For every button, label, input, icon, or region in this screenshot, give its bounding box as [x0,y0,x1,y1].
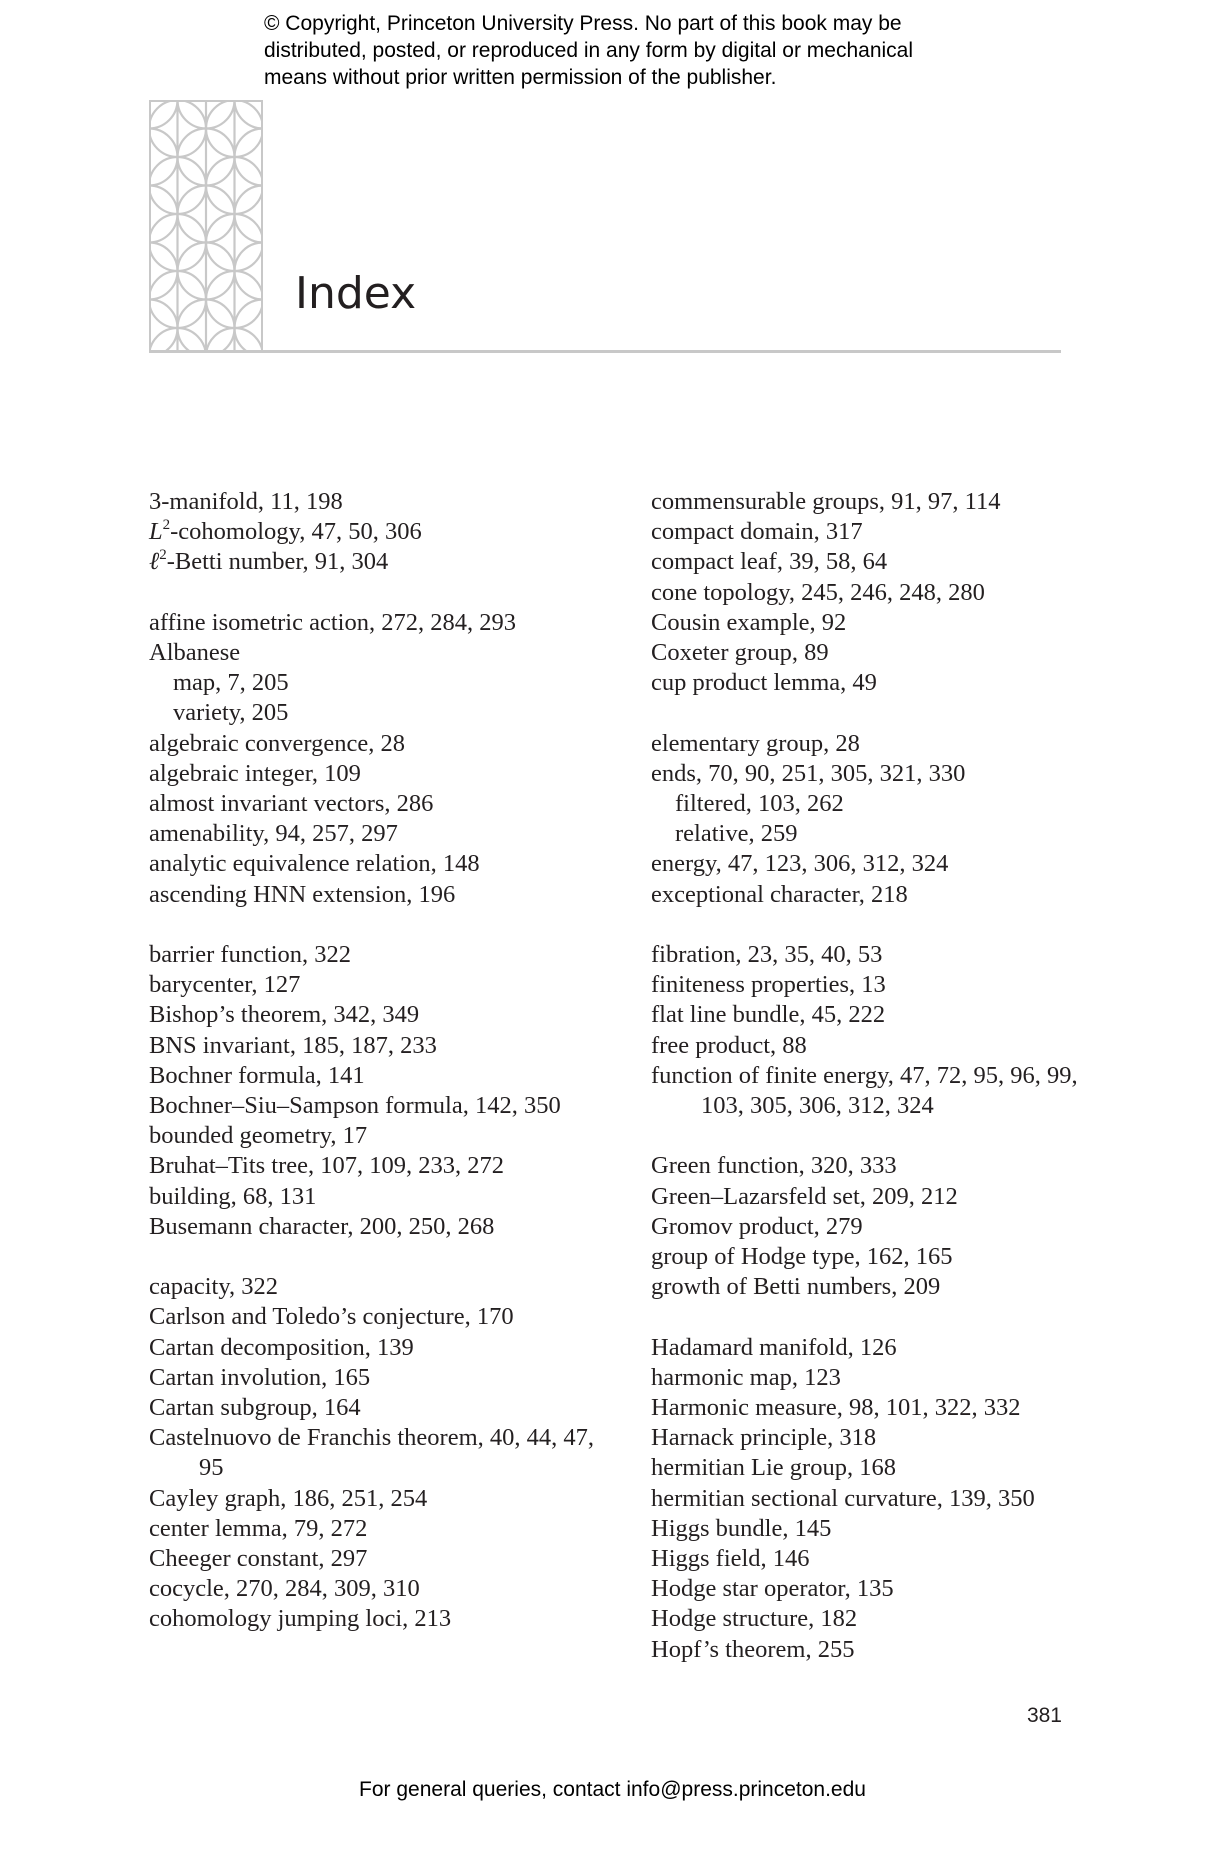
index-entry [651,729,1121,759]
index-entry [651,1423,1121,1453]
index-entry-text: flat line bundle, 45, 222 [651,1001,886,1029]
index-entry [149,608,619,638]
index-entry-text: Hopf’s theorem, 255 [651,1635,855,1663]
index-entry-text: Carlson and Toledo’s conjecture, 170 [149,1303,514,1331]
index-entry [651,880,1121,910]
index-entry [651,1242,1121,1272]
index-entry-text: function of finite energy, 47, 72, 95, 96, 99, 103, 305, 306, 312, 324 [651,1061,1078,1120]
index-entry-text: almost invariant vectors, 286 [149,790,434,818]
index-entry-text: Higgs field, 146 [651,1545,810,1573]
index-entry [149,1031,619,1061]
index-entry [149,789,619,819]
index-entry [149,1151,619,1181]
index-entry-text: amenability, 94, 257, 297 [149,820,398,848]
index-entry [149,1544,619,1574]
index-entry [651,1453,1121,1483]
index-entry [651,819,1121,849]
index-entry-text: Harnack principle, 318 [651,1424,877,1452]
copyright-line-3: means without prior written permission of the publisher. [264,66,777,89]
index-entry-text: Busemann character, 200, 250, 268 [149,1212,495,1240]
index-entry-text: Cousin example, 92 [651,608,847,636]
index-entry [149,1212,619,1242]
index-entry-text: Harmonic measure, 98, 101, 322, 332 [651,1394,1021,1422]
index-entry [651,1000,1121,1030]
index-entry-text: Higgs bundle, 145 [651,1514,832,1542]
index-entry [149,1333,619,1363]
index-entry [651,1393,1121,1423]
index-entry [149,1061,619,1091]
index-entry-text: -Betti number, 91, 304 [166,548,389,576]
index-entry [651,1635,1121,1665]
index-entry [651,1604,1121,1634]
index-entry-text: map, 7, 205 [173,669,289,697]
index-entry [651,789,1121,819]
index-column-left [149,487,619,1635]
title-rule [149,350,1061,353]
index-entry [149,1574,619,1604]
index-entry-text: Castelnuovo de Franchis theorem, 40, 44, 47, 95 [149,1424,595,1482]
index-entry [651,608,1121,638]
index-entry [651,940,1121,970]
index-entry [651,970,1121,1000]
index-entry-text: energy, 47, 123, 306, 312, 324 [651,850,949,878]
index-entry [651,1333,1121,1363]
index-entry-text: exceptional character, 218 [651,880,908,908]
index-entry-text: commensurable groups, 91, 97, 114 [651,488,1001,515]
index-entry-text: filtered, 103, 262 [675,790,844,818]
index-entry [651,578,1121,608]
index-entry-text: Hadamard manifold, 126 [651,1333,897,1361]
index-entry-text: harmonic map, 123 [651,1363,841,1391]
index-entry [651,547,1121,577]
index-entry-text: ascending HNN extension, 196 [149,880,456,908]
index-entry [149,1484,619,1514]
index-entry [149,880,619,910]
index-entry [149,729,619,759]
index-entry-text: Cayley graph, 186, 251, 254 [149,1484,428,1512]
page-title: Index [295,268,417,319]
index-entry [651,517,1121,547]
index-entry-symbol: ℓ [149,548,160,576]
index-entry [149,1302,619,1332]
index-entry-symbol: L [149,518,163,546]
index-entry-text: Cartan decomposition, 139 [149,1333,414,1361]
index-entry-text: variety, 205 [173,699,289,727]
index-entry [149,487,619,517]
index-entry [651,759,1121,789]
index-entry-text: cocycle, 270, 284, 309, 310 [149,1575,420,1603]
copyright-line-1: © Copyright, Princeton University Press. No part of this book may be [264,12,902,35]
index-entry [651,487,1121,517]
index-entry [149,547,619,577]
index-entry [149,1091,619,1121]
index-entry-text: building, 68, 131 [149,1182,317,1210]
index-entry-text: Green–Lazarsfeld set, 209, 212 [651,1182,958,1210]
index-entry-text: Coxeter group, 89 [651,639,829,667]
index-entry-text: Albanese [149,639,241,666]
index-entry-text: algebraic integer, 109 [149,759,361,787]
index-entry-text: Bishop’s theorem, 342, 349 [149,1001,420,1029]
index-entry-text: affine isometric action, 272, 284, 293 [149,608,516,636]
index-entry-text: BNS invariant, 185, 187, 233 [149,1031,437,1059]
index-entry-text: growth of Betti numbers, 209 [651,1273,941,1301]
index-entry [149,1182,619,1212]
index-entry [651,1514,1121,1544]
decorative-pattern-icon [149,100,263,352]
index-entry-text: cup product lemma, 49 [651,669,877,697]
index-entry-text: relative, 259 [675,820,798,848]
index-entry [651,1544,1121,1574]
index-entry-text: compact domain, 317 [651,518,863,546]
index-entry [651,1212,1121,1242]
index-entry-text: compact leaf, 39, 58, 64 [651,548,888,576]
footer-contact: For general queries, contact info@press.princeton.edu [359,1778,866,1801]
index-entry [149,1514,619,1544]
index-entry [651,638,1121,668]
index-entry [149,970,619,1000]
index-entry-superscript: 2 [162,517,171,534]
index-entry-text: algebraic convergence, 28 [149,729,405,757]
index-entry-text: finiteness properties, 13 [651,971,886,999]
index-entry-text: hermitian Lie group, 168 [651,1454,896,1482]
index-entry-text: barycenter, 127 [149,971,301,999]
index-entry [149,940,619,970]
index-entry [149,1604,619,1634]
index-entry-text: Cheeger constant, 297 [149,1545,368,1573]
copyright-line-2: distributed, posted, or reproduced in any form by digital or mechanical [264,39,914,62]
index-entry [651,849,1121,879]
index-entry [149,849,619,879]
index-entry-text: capacity, 322 [149,1273,279,1301]
index-entry-text: -cohomology, 47, 50, 306 [170,518,422,546]
index-entry [149,1121,619,1151]
index-entry-text: cohomology jumping loci, 213 [149,1605,452,1633]
index-entry [149,1363,619,1393]
index-entry [651,1574,1121,1604]
index-entry-text: Hodge structure, 182 [651,1605,858,1633]
index-entry [651,668,1121,698]
index-entry [149,668,619,698]
index-entry-text: Cartan subgroup, 164 [149,1394,361,1422]
index-column-right [651,487,1121,1665]
index-entry [651,1182,1121,1212]
index-entry-text: elementary group, 28 [651,729,860,757]
index-entry-text: fibration, 23, 35, 40, 53 [651,941,883,969]
index-entry [149,759,619,789]
index-entry [149,1423,619,1483]
index-entry-text: Bochner–Siu–Sampson formula, 142, 350 [149,1092,561,1120]
page-number: 381 [1026,1704,1062,1727]
index-entry-text: free product, 88 [651,1031,807,1059]
index-entry-text: Bruhat–Tits tree, 107, 109, 233, 272 [149,1152,505,1180]
index-entry-text: center lemma, 79, 272 [149,1514,368,1542]
index-entry-text: Bochner formula, 141 [149,1061,365,1089]
index-entry [149,1272,619,1302]
index-entry-text: Green function, 320, 333 [651,1152,897,1180]
index-entry-text: Hodge star operator, 135 [651,1575,894,1603]
index-entry [651,1031,1121,1061]
index-entry [651,1484,1121,1514]
index-entry [651,1061,1121,1121]
index-entry-text: Cartan involution, 165 [149,1363,371,1391]
index-entry-superscript: 2 [159,547,167,564]
index-entry-text: cone topology, 245, 246, 248, 280 [651,578,985,606]
index-entry [149,1000,619,1030]
index-entry-text: hermitian sectional curvature, 139, 350 [651,1484,1035,1512]
index-entry-text: group of Hodge type, 162, 165 [651,1243,953,1271]
copyright-notice [264,10,1024,91]
index-entry [651,1272,1121,1302]
index-entry-text: bounded geometry, 17 [149,1122,368,1150]
index-entry-text: Gromov product, 279 [651,1212,863,1240]
index-entry-text: ends, 70, 90, 251, 305, 321, 330 [651,759,966,787]
index-entry [651,1363,1121,1393]
index-entry [149,819,619,849]
index-entry [651,1151,1121,1181]
index-entry [149,517,619,547]
index-entry [149,698,619,728]
index-entry [149,1393,619,1423]
index-entry-text: barrier function, 322 [149,941,352,969]
index-entry-text: 3-manifold, 11, 198 [149,488,343,515]
index-entry-text: analytic equivalence relation, 148 [149,850,480,878]
index-entry [149,638,619,668]
